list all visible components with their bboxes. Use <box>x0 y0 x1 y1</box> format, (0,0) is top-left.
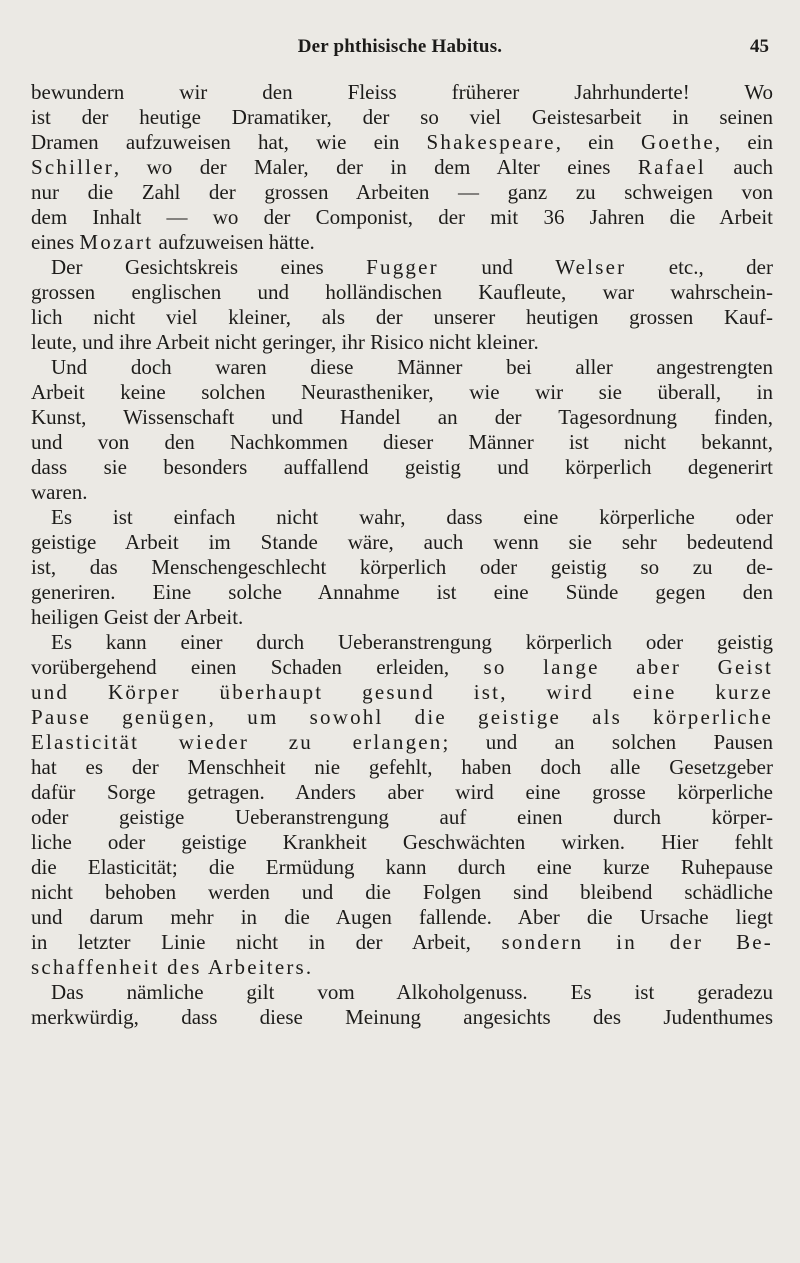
spaced-emphasis: und Körper überhaupt gesund ist, wird eine kurze <box>31 680 773 704</box>
text-segment: bewundern wir den Fleiss früherer Jahrhunderte! Wo <box>31 80 773 104</box>
spaced-emphasis: schaffenheit des Arbeiters <box>31 955 306 979</box>
text-segment: , ein <box>714 130 774 154</box>
text-segment: in letzter Linie nicht in der Arbeit, <box>31 930 502 954</box>
text-line <box>31 580 773 605</box>
text-segment: . <box>305 955 312 979</box>
spaced-emphasis: Mozart <box>79 230 154 254</box>
text-line <box>31 680 773 705</box>
text-segment: die Elasticität; die Ermüdung kann durch eine kurze Ruhepause <box>31 855 773 879</box>
text-line <box>31 205 773 230</box>
spaced-emphasis: Elasticität wieder zu erlangen <box>31 730 443 754</box>
text-line <box>31 930 773 955</box>
text-line <box>31 330 773 355</box>
text-segment: heiligen Geist der Arbeit. <box>31 605 244 629</box>
text-line <box>31 280 773 305</box>
text-segment: nicht behoben werden und die Folgen sind bleibend schädliche <box>31 880 773 904</box>
text-line <box>31 705 773 730</box>
text-segment: Das nämliche gilt vom Alkoholgenuss. Es ist geradezu <box>51 980 773 1004</box>
text-segment: geistige Arbeit im Stande wäre, auch wenn sie sehr bedeutend <box>31 530 773 554</box>
body-text <box>31 80 773 1030</box>
text-segment: lich nicht viel kleiner, als der unserer heutigen grossen Kauf- <box>31 305 773 329</box>
spaced-emphasis: Rafael <box>637 155 706 179</box>
text-segment: Es kann einer durch Ueberanstrengung körperlich oder geistig <box>51 630 773 654</box>
text-segment: grossen englischen und holländischen Kaufleute, war wahrschein- <box>31 280 773 304</box>
text-line <box>31 805 773 830</box>
text-segment: dafür Sorge getragen. Anders aber wird eine grosse körperliche <box>31 780 773 804</box>
text-segment: auch <box>705 155 773 179</box>
spaced-emphasis: Pause genügen, um sowohl die geistige als körperliche <box>31 705 773 729</box>
page-number: 45 <box>750 36 769 57</box>
text-segment: vorübergehend einen Schaden erleiden, <box>31 655 484 679</box>
text-line <box>31 130 773 155</box>
text-line <box>31 155 773 180</box>
text-segment: nur die Zahl der grossen Arbeiten — ganz zu schweigen von <box>31 180 773 204</box>
text-line <box>31 255 773 280</box>
text-line <box>31 730 773 755</box>
text-line <box>31 80 773 105</box>
text-line <box>31 1005 773 1030</box>
text-segment: Und doch waren diese Männer bei aller angestrengten <box>51 355 773 379</box>
text-line <box>31 505 773 530</box>
text-segment: dem Inhalt — wo der Componist, der mit 36 Jahren die Arbeit <box>31 205 773 229</box>
text-line <box>31 305 773 330</box>
text-segment: ist der heutige Dramatiker, der so viel Geistesarbeit in seinen <box>31 105 773 129</box>
text-line <box>31 180 773 205</box>
spaced-emphasis: Shakespeare <box>426 130 556 154</box>
text-segment: ist, das Menschengeschlecht körperlich oder geistig so zu de- <box>31 555 773 579</box>
spaced-emphasis: sondern in der Be- <box>501 930 773 954</box>
spaced-emphasis: Goethe <box>641 130 715 154</box>
text-segment: , ein <box>555 130 642 154</box>
running-head: Der phthisische Habitus. <box>297 36 503 57</box>
text-line <box>31 555 773 580</box>
text-line <box>31 105 773 130</box>
text-segment: liche oder geistige Krankheit Geschwächten wirken. Hier fehlt <box>31 830 773 854</box>
text-segment: ; und an solchen Pausen <box>442 730 774 754</box>
text-segment: etc., der <box>626 255 773 279</box>
spaced-emphasis: Schiller <box>31 155 114 179</box>
text-line <box>31 405 773 430</box>
text-segment: dass sie besonders auffallend geistig und körperlich degenerirt <box>31 455 773 479</box>
text-line <box>31 530 773 555</box>
text-segment: leute, und ihre Arbeit nicht geringer, ihr Risico nicht kleiner. <box>31 330 539 354</box>
text-line <box>31 430 773 455</box>
text-line <box>31 655 773 680</box>
text-line <box>31 605 773 630</box>
text-segment: , wo der Maler, der in dem Alter eines <box>113 155 638 179</box>
text-segment: oder geistige Ueberanstrengung auf einen durch körper- <box>31 805 773 829</box>
text-line <box>31 980 773 1005</box>
text-line <box>31 955 773 980</box>
spaced-emphasis: Fugger <box>366 255 439 279</box>
text-line <box>31 855 773 880</box>
text-segment: Der Gesichtskreis eines <box>51 255 367 279</box>
text-segment: merkwürdig, dass diese Meinung angesichts des Judenthumes <box>31 1005 773 1029</box>
text-line <box>31 630 773 655</box>
text-segment: aufzuweisen hätte. <box>153 230 315 254</box>
text-segment: waren. <box>31 480 88 504</box>
text-segment: Es ist einfach nicht wahr, dass eine körperliche oder <box>51 505 773 529</box>
page-header <box>0 34 800 64</box>
spaced-emphasis: Welser <box>555 255 627 279</box>
spaced-emphasis: so lange aber Geist <box>483 655 773 679</box>
text-line <box>31 755 773 780</box>
text-line <box>31 480 773 505</box>
text-segment: Kunst, Wissenschaft und Handel an der Tagesordnung finden, <box>31 405 773 429</box>
text-line <box>31 355 773 380</box>
text-segment: generiren. Eine solche Annahme ist eine Sünde gegen den <box>31 580 773 604</box>
text-segment: Dramen aufzuweisen hat, wie ein <box>31 130 427 154</box>
text-line <box>31 905 773 930</box>
text-line <box>31 230 773 255</box>
text-segment: Arbeit keine solchen Neurastheniker, wie wir sie überall, in <box>31 380 773 404</box>
text-segment: und von den Nachkommen dieser Männer ist nicht bekannt, <box>31 430 773 454</box>
text-line <box>31 830 773 855</box>
text-line <box>31 455 773 480</box>
text-line <box>31 780 773 805</box>
text-segment: eines <box>31 230 80 254</box>
text-segment: und darum mehr in die Augen fallende. Aber die Ursache liegt <box>31 905 773 929</box>
text-segment: hat es der Menschheit nie gefehlt, haben doch alle Gesetzgeber <box>31 755 773 779</box>
text-line <box>31 880 773 905</box>
text-segment: und <box>438 255 556 279</box>
text-line <box>31 380 773 405</box>
